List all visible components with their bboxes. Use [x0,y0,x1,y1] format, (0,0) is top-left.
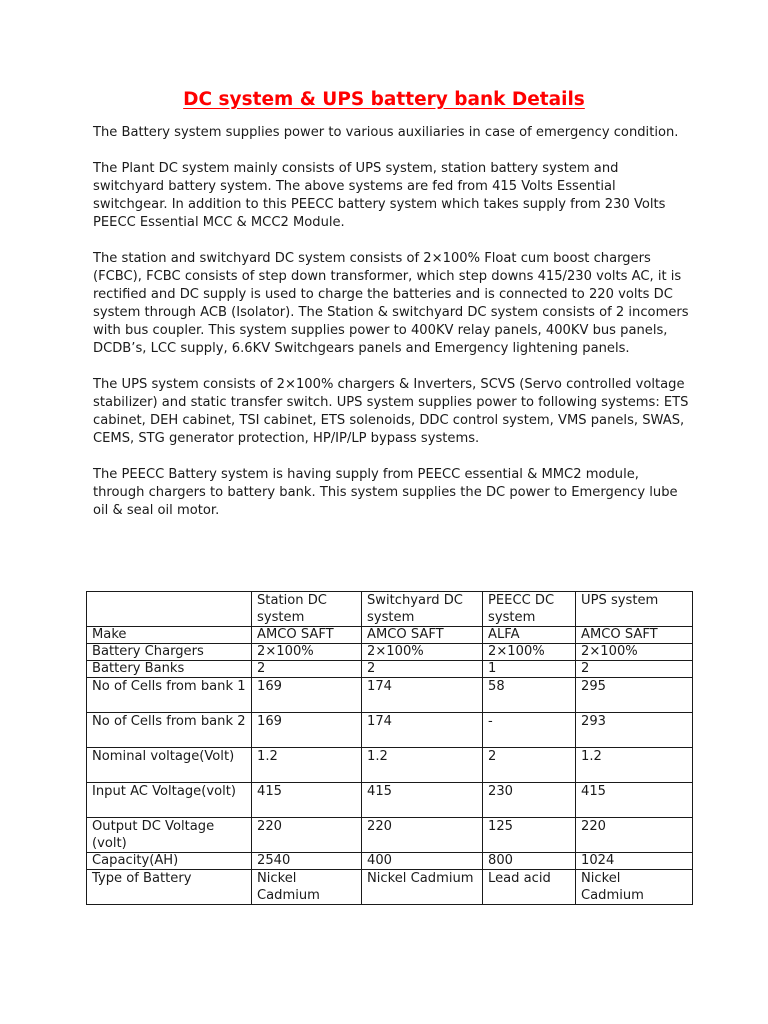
table-cell: Type of Battery [87,870,252,905]
paragraph: The UPS system consists of 2×100% chargers & Inverters, SCVS (Servo controlled voltage stabilizer) and static transfer switch. UPS system supplies power to following systems: ETS cabinet, DEH cabinet, TSI cabinet, ETS solenoids, DDC control system, VMS panels, SWAS, CEMS, STG generator protection, HP/IP/LP bypass systems. [93,377,689,446]
table-row [87,678,693,713]
table-cell: Nickel Cadmium [252,870,362,905]
battery-spec-table [86,591,693,905]
table-cell: 2×100% [576,644,693,661]
table-row [87,661,693,678]
table-cell: 2 [362,661,483,678]
page-title: DC system & UPS battery bank Details [183,89,585,110]
table-row [87,818,693,853]
table-row [87,713,693,748]
table-header-cell: Switchyard DC system [362,592,483,627]
table-header-cell: Station DC system [252,592,362,627]
table-cell: Lead acid [483,870,576,905]
table-row [87,853,693,870]
table-cell: 2×100% [483,644,576,661]
table-cell: AMCO SAFT [576,627,693,644]
table-cell: 1024 [576,853,693,870]
table-cell: Capacity(AH) [87,853,252,870]
table-cell: 220 [576,818,693,853]
table-cell: 1.2 [362,748,483,783]
table-cell: Nickel Cadmium [362,870,483,905]
table-cell: 125 [483,818,576,853]
table-cell: AMCO SAFT [252,627,362,644]
table-row [87,748,693,783]
table-cell: AMCO SAFT [362,627,483,644]
table-cell: 2 [576,661,693,678]
table-cell: Nickel Cadmium [576,870,693,905]
table-row [87,627,693,644]
table-cell: 2 [483,748,576,783]
table-cell: Make [87,627,252,644]
table-cell: Battery Chargers [87,644,252,661]
table-cell: No of Cells from bank 2 [87,713,252,748]
table-row [87,870,693,905]
table-cell: 220 [252,818,362,853]
table-cell: 295 [576,678,693,713]
table-header-cell [87,592,252,627]
table-cell: ALFA [483,627,576,644]
table-cell: 800 [483,853,576,870]
table-row [87,783,693,818]
paragraph: The PEECC Battery system is having supply from PEECC essential & MMC2 module, through chargers to battery bank. This system supplies the DC power to Emergency lube oil & seal oil motor. [93,467,678,518]
table-cell: 2×100% [252,644,362,661]
table-cell: 1.2 [252,748,362,783]
table-cell: 220 [362,818,483,853]
table-header-cell: UPS system [576,592,693,627]
table-cell: 174 [362,678,483,713]
table-cell: 415 [362,783,483,818]
document-body [93,124,693,538]
table-cell: 2×100% [362,644,483,661]
table-cell: 169 [252,678,362,713]
table-cell: - [483,713,576,748]
table-cell: 2 [252,661,362,678]
paragraph: The Battery system supplies power to various auxiliaries in case of emergency condition. [93,125,679,140]
table-cell: 1.2 [576,748,693,783]
table-cell: Nominal voltage(Volt) [87,748,252,783]
table-cell: 293 [576,713,693,748]
table-cell: 400 [362,853,483,870]
table-cell: 169 [252,713,362,748]
table-cell: Battery Banks [87,661,252,678]
table-cell: No of Cells from bank 1 [87,678,252,713]
table-cell: Input AC Voltage(volt) [87,783,252,818]
table-cell: 415 [252,783,362,818]
table-header-cell: PEECC DC system [483,592,576,627]
table-header-row [87,592,693,627]
table-cell: 230 [483,783,576,818]
table-cell: 58 [483,678,576,713]
table-cell: 415 [576,783,693,818]
table-cell: 1 [483,661,576,678]
table-cell: 174 [362,713,483,748]
paragraph: The Plant DC system mainly consists of UPS system, station battery system and switchyard battery system. The above systems are fed from 415 Volts Essential switchgear. In addition to this PEECC battery system which takes supply from 230 Volts PEECC Essential MCC & MCC2 Module. [93,161,666,230]
table-cell: Output DC Voltage (volt) [87,818,252,853]
table-cell: 2540 [252,853,362,870]
paragraph: The station and switchyard DC system consists of 2×100% Float cum boost chargers (FCBC), FCBC consists of step down transformer, which step downs 415/230 volts AC, it is rectified and DC supply is used to charge the batteries and is connected to 220 volts DC system through ACB (Isolator). The Station & switchyard DC system consists of 2 incomers with bus coupler. This system supplies power to 400KV relay panels, 400KV bus panels, DCDB’s, LCC supply, 6.6KV Switchgears panels and Emergency lightening panels. [93,251,689,356]
table-row [87,644,693,661]
